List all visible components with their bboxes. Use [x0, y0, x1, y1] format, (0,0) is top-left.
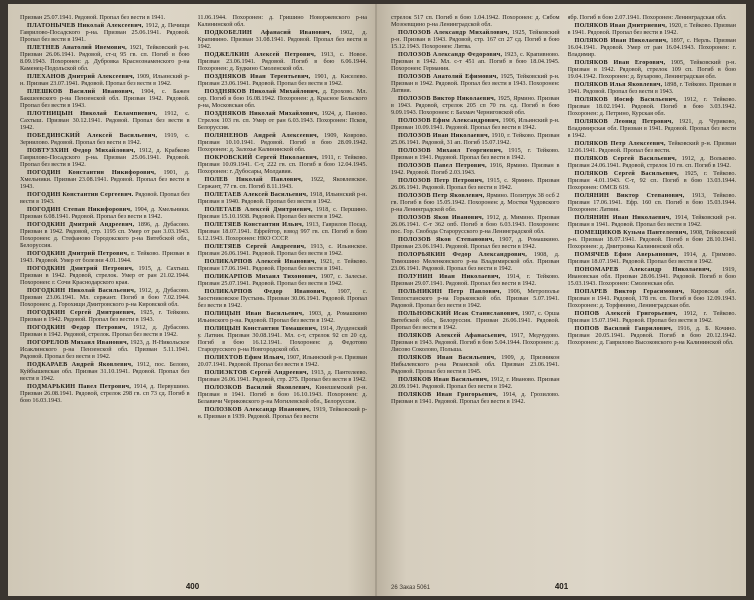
entry-name: ПОГОДИН Степан Никифорович, — [27, 206, 133, 213]
entry-name: ПОЛИХТОВ Ефим Ильич, — [204, 353, 286, 361]
memorial-entry — [568, 140, 737, 154]
entry-details: 1906, Ильинский р-н. Призван 10.09.1941. Рядовой. Пропал без вести в 1942. — [391, 117, 560, 132]
entry-name: ПОВТУЗХИН Федор Михайлович, — [27, 146, 136, 154]
entry-name: ПОЛЯКОВ Сергей Васильевич, — [574, 154, 677, 162]
memorial-entry — [391, 332, 560, 353]
entry-details: 1901, д. Хмельники. Призван 23.08.1941. Рядовой. Пропал без вести в 1943. — [20, 169, 190, 191]
entry-name: ПОЛОЗОВ Петр Яковлевич, — [398, 191, 485, 199]
entry-name: ПОЛЬНИКИН Петр Павлович, — [398, 287, 502, 295]
memorial-entry — [198, 384, 368, 405]
memorial-entry — [20, 169, 190, 190]
entry-name: ПОЛОЗОВ Александр Михайлович, — [398, 28, 510, 36]
memorial-entry — [391, 251, 560, 272]
memorial-entry — [198, 288, 368, 309]
entry-name: ПОЛЯКОВ Иван Дмитриевич, — [574, 21, 668, 29]
entry-details: 1919, Ивановская обл. Призван 28.06.1941. Рядовой. Погиб в бою 15.03.1943. Похоронен: Смоленская обл. — [567, 265, 736, 287]
memorial-entry — [391, 95, 560, 116]
entry-details: 1921, д. Чуриково, Владимирская обл. Призван в 1941. Рядовой. Пропал без вести в 1942. — [567, 117, 736, 140]
entry-name: ПОЛЯНЕНОВ Андрей Алексеевич, — [204, 132, 319, 140]
entry-details: 1907, Ильинский р-н. Призван 20.07.1941. Рядовой. Пропал без вести в 1942. — [197, 353, 367, 369]
entry-name: ПОЛЯНИН Иван Николаевич, — [574, 213, 672, 221]
entry-details: 1917, Медчудово. Призван в 1943. Рядовой. Погиб в бою 5.04.1944. Похоронен: д. Лисово Соколово, Польша. — [391, 331, 560, 354]
right-page-columns — [391, 14, 736, 578]
entry-name: ПОКРОВСКИЙ Сергей Николаевич, — [204, 154, 319, 162]
entry-details: 1922, Яковлевское. Сержант, 77 гв. сп. Погиб 8.11.1943. — [197, 176, 367, 191]
entry-name: ПОЗДНЯКОВ Николай Михайлович, — [204, 110, 319, 117]
entry-details: 1907, с. Орша Витебской обл., Белоруссия. Призван 26.06.1941. Рядовой. Пропал без вести в 1942. — [391, 309, 560, 332]
memorial-entry — [198, 110, 368, 131]
entry-details: 1912, д. Печищи Гаврилово-Посадского р-на. Призван 25.06.1941. Рядовой. Пропал без вести в 1941. — [20, 21, 190, 44]
entry-name: ПОДМАРЬКИН Павел Петрович, — [27, 383, 131, 391]
entry-name: ПОЛЯКОВ Иван Егорович, — [574, 58, 666, 66]
entry-details: д. Ерохово. Мл. сер. Погиб в бою 16.08.1942. Похоронен: д. Красное Бельского р-на, Московская обл. — [197, 87, 367, 110]
memorial-entry — [198, 73, 368, 87]
entry-name: ПОМЕЩИКОВ Кузьма Пантелеевич, — [574, 228, 689, 236]
right-page — [377, 4, 746, 596]
entry-details: 1903, д. Ромашкино Ильинского р-на. Рядовой. Пропал без вести в 1942. — [197, 309, 367, 324]
entry-name: ПОЛИКАРПОВ Федор Иванович, — [204, 287, 327, 295]
entry-name: ПОЛЕТЯЕВ Сергей Андреевич, — [204, 242, 307, 250]
entry-details: 1915, с. Ярмино. Призван 26.06.1941. Рядовой. Пропал без вести в 1942. — [391, 176, 560, 191]
memorial-entry — [391, 273, 560, 287]
entry-name: ПОЛЯКОВ Иван Николаевич, — [574, 36, 669, 44]
book-spread — [8, 4, 746, 596]
entry-name: ПОГОДКИН Дмитрий Петрович, — [27, 265, 134, 273]
memorial-entry — [198, 369, 368, 383]
entry-details: 1912, д. Мимино. Призван 26.06.1941. С-т 362 опб. Погиб в бою 6.03.1943. Похоронен: пос. Гор. Свобода Старорусского р-на Ленинградской обл. — [391, 213, 560, 236]
entry-name: ПОЗДНЯКОВ Николай Михайлович, — [204, 87, 320, 95]
memorial-entry — [198, 14, 368, 28]
memorial-entry — [568, 155, 737, 169]
entry-name: ПОГОДИН Константин Никифорович, — [27, 169, 157, 177]
memorial-entry — [391, 117, 560, 131]
memorial-entry — [391, 288, 560, 309]
page-number-left: 400 — [185, 582, 200, 591]
entry-name: ПОЛУНИН Иван Николаевич, — [398, 272, 501, 280]
entry-details: 1914, д. Гримово. Призван 18.07.1941. Рядовой. Пропал без вести в 1942. — [567, 250, 736, 265]
memorial-entry — [568, 310, 737, 324]
memorial-entry — [391, 354, 560, 375]
memorial-entry — [20, 191, 190, 205]
entry-details: 1921, Тейковский р-н. Призван 26.06.1941. Рядовой, ст-ц 95 гв. сп. Погиб в бою 8.09.1943. Похоронен: д. Дубровка Краснознаменского р-на Каменец-Подольской обл. — [20, 43, 190, 73]
entry-details: 1910, г. Тейково. Призван 25.06.1941. Рядовой, 31 ап. Погиб 15.07.1942. — [391, 132, 560, 147]
memorial-entry — [198, 191, 368, 205]
memorial-entry — [391, 177, 560, 191]
memorial-entry — [391, 147, 560, 161]
memorial-entry — [20, 287, 190, 308]
entry-details: 1914, г. Тейково. Призван 29.07.1941. Рядовой. Пропал без вести в 1942. — [391, 272, 560, 287]
memorial-entry — [391, 29, 560, 50]
memorial-entry — [568, 266, 737, 287]
entry-name: ПОПОВ Василий Гаврилович, — [574, 324, 673, 332]
entry-name: ПОЗДНЯКОВ Иван Терентьевич, — [204, 73, 311, 81]
entry-name: ПОГОДКИН Федор Петрович, — [27, 324, 128, 332]
entry-details: г. Тейково. Призван в 1943. Рядовой. Умер от болезни 4.01.1944. — [20, 250, 190, 265]
entry-name: ПОБЕДИНСКИЙ Алексей Васильевич, — [27, 132, 158, 140]
memorial-entry — [20, 309, 190, 323]
entry-name: ПОЛЕТЯЕВ Константин Ильич, — [204, 220, 304, 228]
entry-details: 1907, д. Ромашкино. Призван 23.06.1941. Рядовой. Пропал без вести в 1942. — [391, 235, 560, 250]
memorial-entry — [568, 118, 737, 139]
memorial-entry — [20, 221, 190, 250]
memorial-entry — [20, 22, 190, 43]
entry-details: 1912, д. Дубасово. Призван 23.06.1941. Мл. сержант. Погиб в бою 7.02.1944. Похоронен: д. Горохищи Дмитровского р-на Кировской обл. — [20, 287, 190, 309]
memorial-entry — [20, 44, 190, 73]
entry-name: ПОЛИКАРПОВ Алексей Иванович, — [204, 257, 317, 265]
entry-details: 1919, Тейковский р-н. Призван в 1939. Рядовой. Пропал без вести — [197, 405, 367, 420]
entry-name: ПОПАРЕВ Виктор Герасимович, — [574, 287, 685, 295]
entry-name: ПОЛЯКОВ Леонид Петрович, — [574, 117, 674, 125]
entry-details: 1923, д. Н-Никольское Исаклинского р-на Пензенской обл. Призван 5.11.1941. Рядовой. Пропал без вести в 1942. — [20, 338, 190, 361]
memorial-entry — [568, 96, 737, 117]
entry-details: 11.06.1944. Похоронен: д. Гришино Новоржевского р-на Калининской обл. — [197, 14, 367, 29]
entry-name: ПОЛЬНОВСКИЙ Исак Станиславович, — [398, 309, 520, 317]
entry-details: Кинешемский р-н. Призван в 1941. Погиб в бою 16.10.1943. Похоронен: д. Белавичи Чериковского р-на Могилевской обл., Белоруссия. — [197, 383, 367, 405]
entry-name: ПОЛОРЬЯКИН Федор Александрович, — [398, 250, 528, 258]
memorial-entry — [198, 176, 368, 190]
entry-details: 1909, Коврово. Призван 10.10.1941. Рядовой. Погиб в бою 28.09.1942. Похоронен: д. Залохье Калининской обл. — [197, 132, 367, 154]
left-column-2 — [198, 14, 368, 578]
memorial-entry — [568, 59, 737, 80]
entry-name: ПОЛЯКОВ Илья Яковлевич, — [574, 80, 663, 88]
memorial-entry — [198, 51, 368, 72]
entry-details: 1896, д. Дубасово. Призван в 1942. Рядовой, стр. 1195 сп. Умер от ран 3.03.1943. Похоронен: д. Стефаново Городокского р-на Витебской обл., Белоруссия. — [20, 220, 190, 250]
entry-name: ПОПОВ Алексей Григорьевич, — [574, 309, 678, 317]
entry-details: 1909, д. Призникон Нибылевского р-на Рязанской обл. Призван 23.06.1941. Рядовой. Пропал без вести в 1945. — [391, 353, 560, 376]
entry-name: ПОГОДКИН Дмитрий Петрович, — [27, 250, 130, 258]
entry-name: ПОЛЯКОВ Иван Васильевич, — [398, 353, 497, 361]
entry-name: ПЛЕШКОВ Василий Иванович, — [27, 87, 135, 95]
entry-name: ПОЛЕТАЕВ Алексей Васильевич, — [204, 191, 309, 199]
memorial-entry — [568, 22, 737, 36]
right-column-2 — [568, 14, 737, 578]
entry-name: ПОДКОБЕЛИН Афанасий Иванович, — [204, 28, 332, 36]
memorial-entry — [198, 206, 368, 220]
entry-name: ПОЛЯНИН Виктор Степанович, — [574, 191, 685, 199]
entry-details: 1913, д. Пантелеево. Призван 26.06.1941. Рядовой, стр. 275. Пропал без вести в 1942. — [197, 368, 367, 383]
memorial-entry — [568, 170, 737, 191]
entry-details: 1912, г. Иваново. Призван 20.09.1941. Рядовой. Пропал без вести в 1942. — [391, 375, 560, 391]
entry-name: ПЛОТНИЦЫН Николай Евлампиевич, — [27, 110, 158, 117]
entry-name: ПОЛОЗОВ Михаил Георгиевич, — [398, 146, 503, 154]
memorial-entry — [20, 324, 190, 338]
memorial-entry — [391, 192, 560, 213]
memorial-entry — [568, 81, 737, 95]
entry-name: ПОЛОЗКОВ Александр Иванович, — [204, 405, 311, 413]
entry-details: Кировская обл. Призван в 1941. Рядовой, 178 гв. сп. Погиб в бою 12.09.1943. Похоронен: д. Торфянино, Ленинградская обл. — [567, 287, 736, 309]
entry-details: 1909, Ильинский р-н. Призван 23.07.1941. Рядовой. Пропал без вести в 1942. — [20, 73, 190, 88]
memorial-entry — [20, 14, 190, 21]
entry-details: 1916, Ярмино. Призван в 1942. Рядовой. Погиб 2.03.1943. — [391, 161, 560, 177]
entry-name: ПОЛЯКОВ Иван Васильевич, — [398, 375, 489, 383]
memorial-entry — [391, 236, 560, 250]
entry-name: ПЛЕТНЕВ Анатолий Ивемович, — [27, 43, 127, 51]
entry-name: ПОЛОЗОВ Ефим Александрович, — [398, 117, 501, 125]
entry-name: ПОГОРЕЛОВ Михаил Иванович, — [27, 338, 129, 346]
entry-details: 1918, с. Першино. Призван 15.10.1938. Рядовой. Пропал без вести в 1942. — [197, 206, 367, 221]
print-footnote: 26 Заказ 5061 — [391, 585, 431, 591]
left-column-1 — [20, 14, 190, 578]
memorial-entry — [198, 132, 368, 153]
entry-name: ПОЛЯКОВ Сергей Васильевич, — [574, 169, 679, 177]
entry-details: 1916, д. Б. Кочино. Призван 20.05.1941. Рядовой. Погиб в бою 20.12.1942. Похоронен: д. Гаврилово Высоковского р-на Калининской обл. — [567, 324, 736, 346]
memorial-entry — [391, 132, 560, 146]
memorial-entry — [20, 361, 190, 382]
entry-name: ПОЛЯКОВ Иосиф Васильевич, — [574, 95, 678, 103]
memorial-entry — [198, 29, 368, 50]
entry-details: 1912, д. Вольково. Призван 24.06.1941. Рядовой, стрелок 10 гв. сп. Погиб в 1942. — [567, 154, 736, 169]
entry-details: 1908, д. Тимошино Меленковского р-на Владимирской обл. Призван 23.06.1941. Рядовой. Пропал без вести в 1942. — [391, 250, 560, 273]
entry-name: ПОГОДКИН Дмитрий Андреевич, — [27, 220, 135, 228]
entry-details: 1918, Ильинский р-н. Призван в 1940. Рядовой. Пропал без вести в 1942. — [197, 191, 367, 206]
entry-name: ПЛЕХАНОВ Дмитрий Алексеевич, — [27, 73, 135, 81]
entry-details: 1925, Ярмино. Призван в 1943. Рядовой, стрелок 205 сп 70 гв. сд. Погиб в бою 9.09.1943. Похоронен: г. Бахмач Черниговской обл. — [391, 95, 560, 117]
entry-details: 1898, г. Тейково. Призван в 1941. Рядовой. Пропал без вести в 1943. — [567, 80, 736, 95]
entry-name: ПОГОДКИН Сергей Дмитриевич, — [27, 309, 136, 317]
entry-details: 1912, д. Дубасово. Призван в 1942. Рядовой, стрелок. Пропал без вести в 1942. — [20, 324, 190, 339]
entry-details: Ярмино. Политрук 38 осб 2 гв. Погиб в бою 15.05.1942. Похоронен: д. Мостки Чудовского р-на Ленинградской обл. — [391, 191, 560, 213]
memorial-entry — [568, 251, 737, 265]
memorial-entry — [568, 229, 737, 250]
memorial-entry — [20, 383, 190, 404]
entry-details: 1912, г. Тейково. Призван 15.07.1941. Рядовой. Пропал без вести в 1942. — [567, 309, 736, 324]
entry-details: 1913, с. Новое. Призван 23.06.1941. Рядовой. Погиб в бою 6.06.1944. Похоронен: д. Будкино Смоленской обл. — [197, 50, 367, 73]
entry-details: 1915, д. Сахтыш. Призван в 1942. Рядовой, стрелок. Умер от ран 21.02.1944. Похоронен: г. Сочи Краснодарского края. — [20, 265, 190, 287]
entry-details: 1914, Лузденский у. Латвия. Призван 30.08.1941. Мл. с-т, стрелок 92 сп 20 сд. Погиб в бою 16.12.1941. Похоронен: д. Федотово Старорусского р-на Новгородской обл. — [197, 324, 367, 354]
entry-details: 1925, г. Тейково. Призван 4.01.1943. С-т, 92 сп. Погиб в бою 13.03.1944. Похоронен: ОМСБ 619. — [567, 169, 736, 191]
entry-name: ПОМЯЧЕВ Ефим Аверьянович, — [574, 250, 679, 258]
memorial-entry — [198, 325, 368, 354]
memorial-entry — [198, 243, 368, 257]
entry-details: 1912, д. Крабково Гаврилово-Посадского р-на. Призван 25.06.1941. Рядовой. Пропал без вести в 1942. — [20, 146, 190, 169]
entry-details: 1905, Тейковский р-н. Призван в 1942. Рядовой, стрелок 109 сп. Погиб в бою 19.04.1942. Похоронен: д. Бухарово, Ленинградская обл. — [567, 58, 736, 81]
entry-details: 1907, с. Заостниковское Пустынь. Призван 30.06.1941. Рядовой. Пропал без вести в 1942. — [197, 287, 367, 309]
entry-name: ПОДЖЕЛКИН Алексей Петрович, — [204, 50, 316, 58]
entry-details: 1923, с. Крапивново. Призван в 1942. Мл. с-т 451 ап. Погиб в бою 18.04.1945. Похоронен: Германия. — [391, 50, 560, 73]
entry-name: ПОГОДКИН Николай Васильевич, — [27, 287, 136, 295]
entry-name: ПЛАТОНЫЧЕВ Николай Алексеевич, — [27, 21, 144, 29]
right-column-1 — [391, 14, 560, 578]
memorial-entry — [20, 110, 190, 131]
entry-details: Рядовой. Пропал без вести в 1943. — [20, 191, 190, 206]
memorial-entry — [198, 273, 368, 287]
memorial-entry — [20, 88, 190, 109]
memorial-entry — [391, 73, 560, 94]
entry-name: ПОНОМАРЕВ Александр Николаевич, — [574, 265, 712, 273]
memorial-entry — [391, 214, 560, 235]
memorial-entry — [20, 250, 190, 264]
entry-name: ПОЛЯКОВ Петр Алексеевич, — [574, 139, 666, 147]
memorial-entry — [391, 376, 560, 390]
entry-details: 1906, Метрополье Теплостанского р-на Горьковской обл. Призван 5.07.1941. Рядовой. Пропал без вести в 1942. — [391, 287, 560, 309]
left-page — [8, 4, 377, 596]
entry-name: ПОЛЕТАЕВ Алексей Дмитриевич, — [204, 206, 313, 213]
memorial-entry — [568, 37, 737, 58]
entry-name: ПОЛОЗОВ Яков Иванович, — [398, 213, 484, 221]
entry-details: 1921, г. Тейково. Призван 17.06.1941. Рядовой. Пропал без вести в 1941. — [197, 257, 367, 273]
memorial-entry — [198, 154, 368, 175]
entry-details: стрелок 517 сп. Погиб в бою 1.04.1942. Похоронен: д. Сябом Мозоевщино р-на Ленинградской обл. — [391, 14, 560, 29]
entry-details: Призван 25.07.1941. Рядовой. Пропал без вести в 1941. — [20, 14, 166, 21]
entry-details: 1913, Тейково. Призван 17.06.1941. Ефр. 160 сп. Погиб в бою 15.03.1944. Похоронен: Латвия. — [567, 191, 736, 213]
memorial-entry — [198, 354, 368, 368]
entry-details: ябр. Погиб в бою 2.07.1941. Похоронен: Ленинградская обл. — [567, 14, 727, 21]
memorial-entry — [391, 162, 560, 176]
entry-details: 1908, Тейковский р-н. Призван 18.07.1941. Рядовой. Погиб в бою 28.10.1941. Похоронен: д. Дмитровка Калининской обл. — [567, 228, 736, 250]
entry-details: 1913, Гаврилов Посад. Призван 18.07.1941. Ефрейтор, взвод 997 гв. сп. Погиб в бою 6.12.1943. Похоронен: НКО СССР. — [197, 220, 367, 243]
memorial-entry — [198, 310, 368, 324]
entry-name: ПОЛОЗОВ Анатолий Ефимович, — [398, 73, 499, 81]
page-number-right: 401 — [554, 582, 569, 591]
memorial-entry — [20, 147, 190, 168]
memorial-entry — [198, 406, 368, 420]
memorial-entry — [568, 192, 737, 213]
entry-name: ПОЛОЗОВ Петр Петрович, — [398, 176, 484, 184]
entry-details: 1914, д. Грозилово. Призван в 1941. Рядовой. Пропал без вести в 1942. — [391, 390, 560, 405]
entry-name: ПОДКАРАЕВ Андрей Яковлевич, — [27, 361, 134, 369]
memorial-entry — [568, 214, 737, 228]
entry-details: 1913, с. Ильинское. Призван 26.06.1941. Рядовой. Пропал без вести в 1942. — [197, 242, 367, 258]
left-page-columns — [20, 14, 367, 578]
memorial-entry — [20, 206, 190, 220]
entry-name: ПОЛОЗОВ Павел Петрович, — [398, 161, 487, 169]
entry-details: 1919, с. Зернилово. Рядовой. Пропал без вести в 1942. — [20, 132, 190, 147]
memorial-entry — [20, 73, 190, 87]
entry-name: ПОЛОЗОВ Яков Степанович, — [398, 235, 495, 243]
entry-details: 1915, г. Тейково. Призван в 1941. Рядовой. Пропал без вести в 1942. — [391, 146, 560, 162]
entry-details: 1902, д. Крапивино. Призван 31.08.1941. Рядовой. Пропал без вести в 1942. — [197, 28, 367, 51]
entry-name: ПОЛОЗОВ Виктор Николаевич, — [398, 95, 496, 103]
memorial-entry — [391, 51, 560, 72]
entry-name: ПОЛИКАРПОВ Михаил Тихонович, — [204, 272, 318, 280]
memorial-entry — [20, 132, 190, 146]
entry-name: ПОЛОЗОВ Иван Николаевич, — [398, 132, 490, 140]
entry-details: 1904, д. Хмельники. Призван 6.08.1941. Рядовой. Пропал без вести в 1942. — [20, 206, 190, 221]
entry-details: 1912, г. Тейково. Призван 18.02.1941. Рядовой. Погиб в бою 3.03.1942. Похоронен: д. Петрино, Курская обл. — [567, 95, 736, 117]
entry-name: ПОЛЯКОВ Иван Григорьевич, — [398, 390, 498, 398]
entry-name: ПОЛОЗКОВ Василий Яковлевич, — [204, 383, 312, 391]
entry-details: 1901, д. Киселево. Призван 23.06.1941. Рядовой. Пропал без вести в 1942. — [197, 73, 367, 88]
memorial-entry — [391, 310, 560, 331]
memorial-entry — [20, 265, 190, 286]
entry-details: 1907, с. Залесье. Призван 25.07.1941. Рядовой. Пропал без вести в 1942. — [197, 272, 367, 287]
entry-details: 1912, пос. Белово, Куйбышевская обл. Призван 31.10.1941. Рядовой. Пропал без вести в 1942. — [20, 361, 190, 383]
entry-name: ПОЛИЦЫН Иван Васильевич, — [204, 309, 305, 317]
entry-details: Тейковский р-н. Призван 12.06.1941. Рядовой. Пропал без вести. — [567, 139, 736, 154]
entry-details: 1925, Тейковский р-н. Призван в 1943. Рядовой, стр. 167 сп 27 сд. Погиб в бою 15.12.1943. Похоронен: Литва. — [391, 28, 560, 51]
entry-details: 1904, с. Бажен Бакшеевского р-на Пензенской обл. Призван 1942. Рядовой. Пропал без вести в 1943. — [20, 87, 190, 110]
entry-details: 1920, г. Тейково. Призван в 1941. Рядовой. Пропал без вести в 1942. — [567, 21, 736, 36]
entry-name: ПОЛОЗОВ Александр Федорович, — [398, 50, 503, 58]
entry-name: ПОЛЯКОВ Алексей Афанасьевич, — [398, 331, 507, 339]
entry-details: 1914, Тейковский р-н. Призван в 1941. Рядовой. Пропал без вести в 1942. — [567, 213, 736, 228]
entry-name: ПОЛЕВ Николай Павлович, — [204, 176, 303, 184]
memorial-entry — [198, 221, 368, 242]
entry-details: 1911, г. Тейково. Призван 10.09.1941. С-т, 222 гв. сп. Погиб в бою 12.04.1945. Похоронен: г. Дубосары, Молдавия. — [197, 154, 367, 176]
entry-details: 1925, г. Тейково. Призван в 1942. Рядовой. Пропал без вести в 1943. — [20, 309, 190, 324]
memorial-entry — [198, 88, 368, 109]
entry-details: 1914, д. Первушино. Призван 26.08.1941. Рядовой, стрелок 298 гв. сп 73 сд. Погиб в бою 16.03.1943. — [20, 383, 190, 405]
memorial-entry — [568, 14, 737, 21]
memorial-entry — [568, 288, 737, 309]
entry-details: 1912, с. Сахтыш. Призван 30.12.1941. Рядовой. Пропал без вести в 1942. — [20, 110, 190, 132]
memorial-entry — [391, 14, 560, 28]
entry-name: ПОЛИЦЫН Константин Томашевич, — [204, 324, 318, 332]
entry-name: ПОГОДИН Константин Сергеевич. — [27, 191, 134, 199]
entry-name: ПОЛИЭКТОВ Сергей Андреевич, — [204, 368, 309, 376]
memorial-entry — [391, 391, 560, 405]
memorial-entry — [568, 325, 737, 346]
entry-details: 1925, Тейковский р-н. Призван в 1942. Рядовой. Пропал без вести в 1943. Похоронен: Латвия. — [391, 73, 560, 95]
entry-details: 1897, с. Нерль. Призван 16.04.1941. Рядовой. Умер от ран 16.04.1943. Похоронен: г. Владимир. — [567, 36, 736, 58]
memorial-entry — [198, 258, 368, 272]
entry-details: 1924, д. Паново. Стрелок 103 гв. сп. Умер от ран 6.03.1943. Похоронен: Псков, Белоруссия. — [197, 110, 367, 132]
memorial-entry — [20, 339, 190, 360]
